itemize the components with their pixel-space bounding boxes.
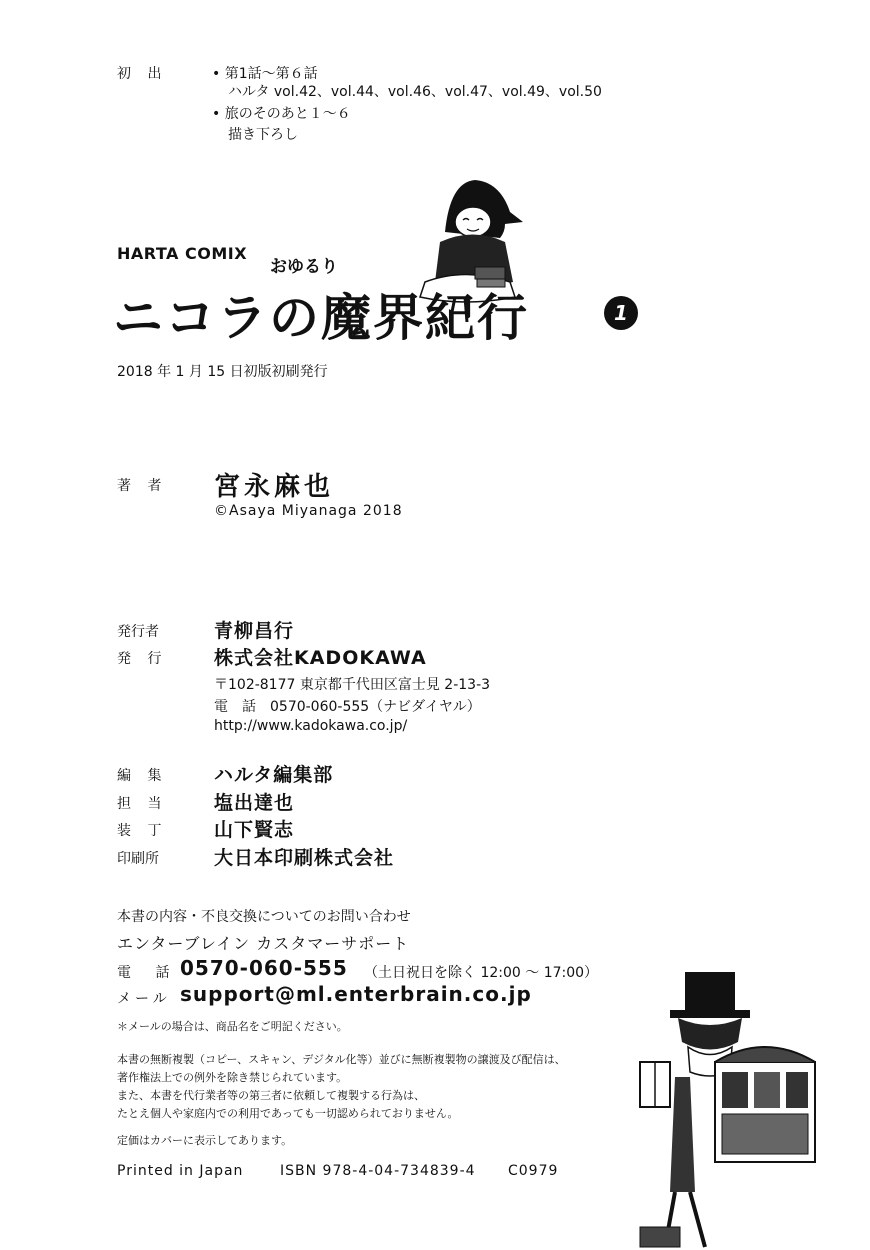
support-mail[interactable]: support@ml.enterbrain.co.jp	[180, 982, 532, 1006]
legal-line-1: 本書の無断複製（コピー、スキャン、デジタル化等）並びに無断複製物の譲渡及び配信は、	[117, 1053, 566, 1066]
c-code: C0979	[508, 1163, 559, 1179]
volume-badge: 1	[604, 296, 638, 330]
legal-line-4: たとえ個人や家庭内での利用であっても一切認められておりません。	[117, 1107, 459, 1120]
credit-label-printer: 印刷所	[117, 851, 159, 867]
credit-value-editing: ハルタ編集部	[214, 764, 334, 786]
publisher-phone: 電 話 0570-060-555（ナビダイヤル）	[214, 699, 481, 715]
author-label: 著 者	[117, 478, 168, 494]
credit-label-design: 装 丁	[117, 823, 168, 839]
support-phone-label: 電 話	[117, 965, 180, 981]
first-appearance-line-3: • 旅のそのあと１～６	[212, 106, 351, 122]
title-ruby: おゆるり	[270, 257, 338, 277]
support-note: ＊メールの場合は、商品名をご明記ください。	[117, 1020, 348, 1033]
issuer: 株式会社KADOKAWA	[214, 647, 427, 669]
isbn: ISBN 978-4-04-734839-4	[280, 1163, 476, 1179]
publisher-address: 〒102-8177 東京都千代田区富士見 2-13-3	[214, 677, 491, 693]
credit-value-editor: 塩出達也	[214, 792, 295, 814]
first-appearance-line-2: ハルタ vol.42、vol.44、vol.46、vol.47、vol.49、vol.50	[228, 84, 602, 100]
imprint-label: HARTA COMIX	[117, 244, 248, 263]
legal-line-3: また、本書を代行業者等の第三者に依頼して複製する行為は、	[117, 1089, 425, 1102]
copyright: ©Asaya Miyanaga 2018	[214, 503, 403, 519]
edition-date: 2018 年 1 月 15 日初版初刷発行	[117, 364, 328, 380]
printed-in: Printed in Japan	[117, 1163, 244, 1179]
publisher-url[interactable]: http://www.kadokawa.co.jp/	[214, 718, 408, 734]
support-mail-label: メール	[117, 991, 171, 1007]
first-appearance-line-1: • 第1話～第６話	[212, 66, 318, 82]
publisher-person-label: 発行者	[117, 624, 159, 640]
support-intro: 本書の内容・不良交換についてのお問い合わせ	[117, 909, 411, 925]
first-appearance-line-4: 描き下ろし	[228, 127, 298, 143]
issuer-label: 発 行	[117, 651, 168, 667]
credit-label-editing: 編 集	[117, 768, 168, 784]
price-note: 定価はカバーに表示してあります。	[117, 1134, 293, 1147]
top-hat-boy-illustration	[630, 962, 830, 1250]
first-appearance-label: 初 出	[117, 66, 168, 82]
author-name: 宮永麻也	[214, 472, 335, 502]
credit-value-design: 山下賢志	[214, 819, 295, 841]
publisher-person: 青柳昌行	[214, 620, 295, 642]
book-title: ニコラの魔界紀行	[113, 288, 529, 347]
legal-line-2: 著作権法上での例外を除き禁じられています。	[117, 1071, 348, 1084]
support-phone[interactable]: 0570-060-555	[180, 956, 348, 980]
credit-label-editor: 担 当	[117, 796, 168, 812]
support-hours: （土日祝日を除く 12:00 ～ 17:00）	[364, 965, 599, 981]
support-name: エンターブレイン カスタマーサポート	[117, 934, 410, 953]
credit-value-printer: 大日本印刷株式会社	[214, 847, 395, 869]
